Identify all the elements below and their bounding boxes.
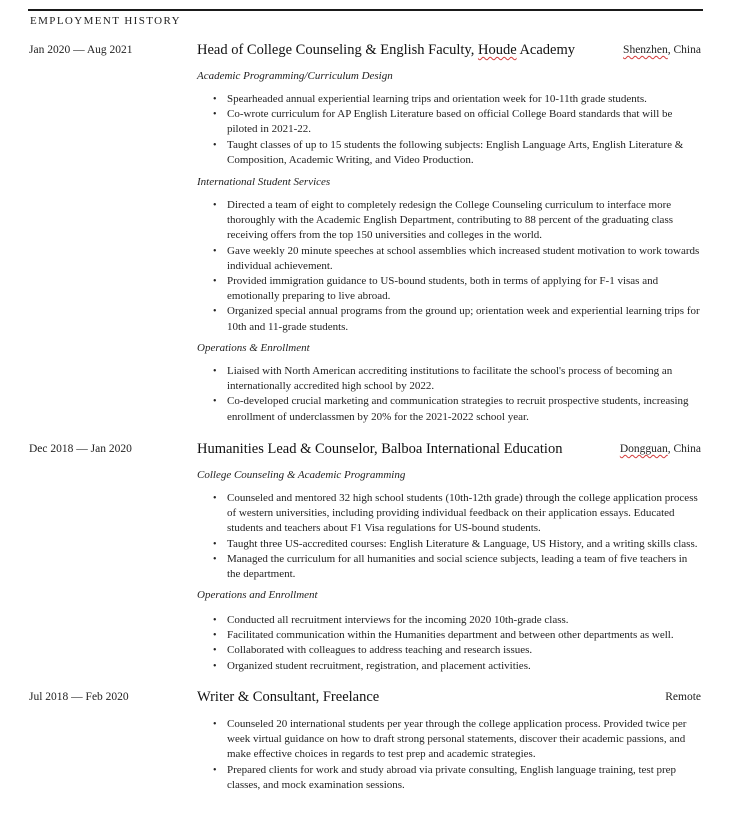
bullet-item: • Prepared clients for work and study abroad via private consulting, English language training, test prep classes, and mock examination sessions. xyxy=(197,763,702,793)
job-title: Writer & Consultant, Freelance xyxy=(197,689,380,705)
job-location-city: Dongguan xyxy=(619,443,668,455)
bullet-item: • Provided immigration guidance to US-bound students, both in terms of applying for F-1 visas and emotionally preparing to live abroad. xyxy=(197,274,702,304)
job-title xyxy=(197,42,575,59)
job-location xyxy=(620,443,701,455)
bullet-item: • Organized special annual programs from the ground up; orientation week and experiential learning trips for 10th and 11-grade students. xyxy=(197,304,702,334)
bullet-list xyxy=(197,613,702,674)
section-top-rule xyxy=(28,9,703,11)
job-location xyxy=(623,44,701,56)
bullet-item: • Co-wrote curriculum for AP English Literature based on official College Board standards that will be piloted in 2021-22. xyxy=(197,107,702,137)
bullet-list xyxy=(197,92,702,168)
bullet-item: • Spearheaded annual experiential learning trips and orientation week for 10-11th grade students. xyxy=(197,92,702,107)
job-subheading: International Student Services xyxy=(197,176,331,188)
job-title-main: Head of College Counseling & English Faculty, xyxy=(197,42,478,58)
job-subheading: Operations and Enrollment xyxy=(197,589,318,601)
job-title-rest: Academy xyxy=(516,42,576,58)
bullet-list xyxy=(197,491,702,582)
job-subheading: Academic Programming/Curriculum Design xyxy=(197,70,393,82)
job-dates: Jul 2018 — Feb 2020 xyxy=(29,691,129,703)
job-location-city: Shenzhen xyxy=(623,44,668,56)
bullet-item: • Taught classes of up to 15 students the following subjects: English Language Arts, English Literature & Composition, Academic Writing, and Video Production. xyxy=(197,138,702,168)
bullet-list xyxy=(197,364,702,425)
bullet-item: • Co-developed crucial marketing and communication strategies to recruit prospective students, increasing enrollment of underclassmen by 20% for the 2021-2022 school year. xyxy=(197,394,702,424)
bullet-item: • Collaborated with colleagues to address teaching and research issues. xyxy=(197,643,702,658)
job-title: Humanities Lead & Counselor, Balboa International Education xyxy=(197,441,563,457)
job-location-country: , China xyxy=(667,443,701,455)
job-location-country: , China xyxy=(667,44,701,56)
bullet-item: • Taught three US-accredited courses: English Literature & Language, US History, and a writing skills class. xyxy=(197,537,702,552)
job-location: Remote xyxy=(665,691,701,703)
job-subheading: College Counseling & Academic Programming xyxy=(197,469,406,481)
section-title: EMPLOYMENT HISTORY xyxy=(30,15,182,27)
bullet-item: • Conducted all recruitment interviews for the incoming 2020 10th-grade class. xyxy=(197,613,702,628)
bullet-item: • Managed the curriculum for all humanities and social science subjects, leading a team of five teachers in the department. xyxy=(197,552,702,582)
bullet-item: • Counseled and mentored 32 high school students (10th-12th grade) through the college application process of western universities, including providing individual feedback on their application essays. Educated students and teachers about F1 Visa regulations for US-bound students. xyxy=(197,491,702,537)
bullet-item: • Counseled 20 international students per year through the college application process. Provided twice per week virtual guidance on how to draft strong personal statements, discover their academic passions, and make effective choices in regards to test prep and academic strategies. xyxy=(197,717,702,763)
bullet-list xyxy=(197,198,702,335)
bullet-item: • Gave weekly 20 minute speeches at school assemblies which increased student motivation to work towards individual achievement. xyxy=(197,244,702,274)
job-title-flagged-word: Houde xyxy=(477,42,517,58)
job-dates: Jan 2020 — Aug 2021 xyxy=(29,44,133,56)
job-subheading: Operations & Enrollment xyxy=(197,342,310,354)
bullet-item: • Organized student recruitment, registration, and placement activities. xyxy=(197,659,702,674)
bullet-item: • Facilitated communication within the Humanities department and between other departments as well. xyxy=(197,628,702,643)
bullet-item: • Liaised with North American accrediting institutions to facilitate the school's process of becoming an internationally accredited high school by 2022. xyxy=(197,364,702,394)
bullet-item: • Directed a team of eight to completely redesign the College Counseling curriculum to interface more thoroughly with the Academic English Department, contributing to 88 percent of the graduating class receiving offers from the top 150 universities and colleges in the world. xyxy=(197,198,702,244)
bullet-list xyxy=(197,717,702,793)
job-dates: Dec 2018 — Jan 2020 xyxy=(29,443,132,455)
